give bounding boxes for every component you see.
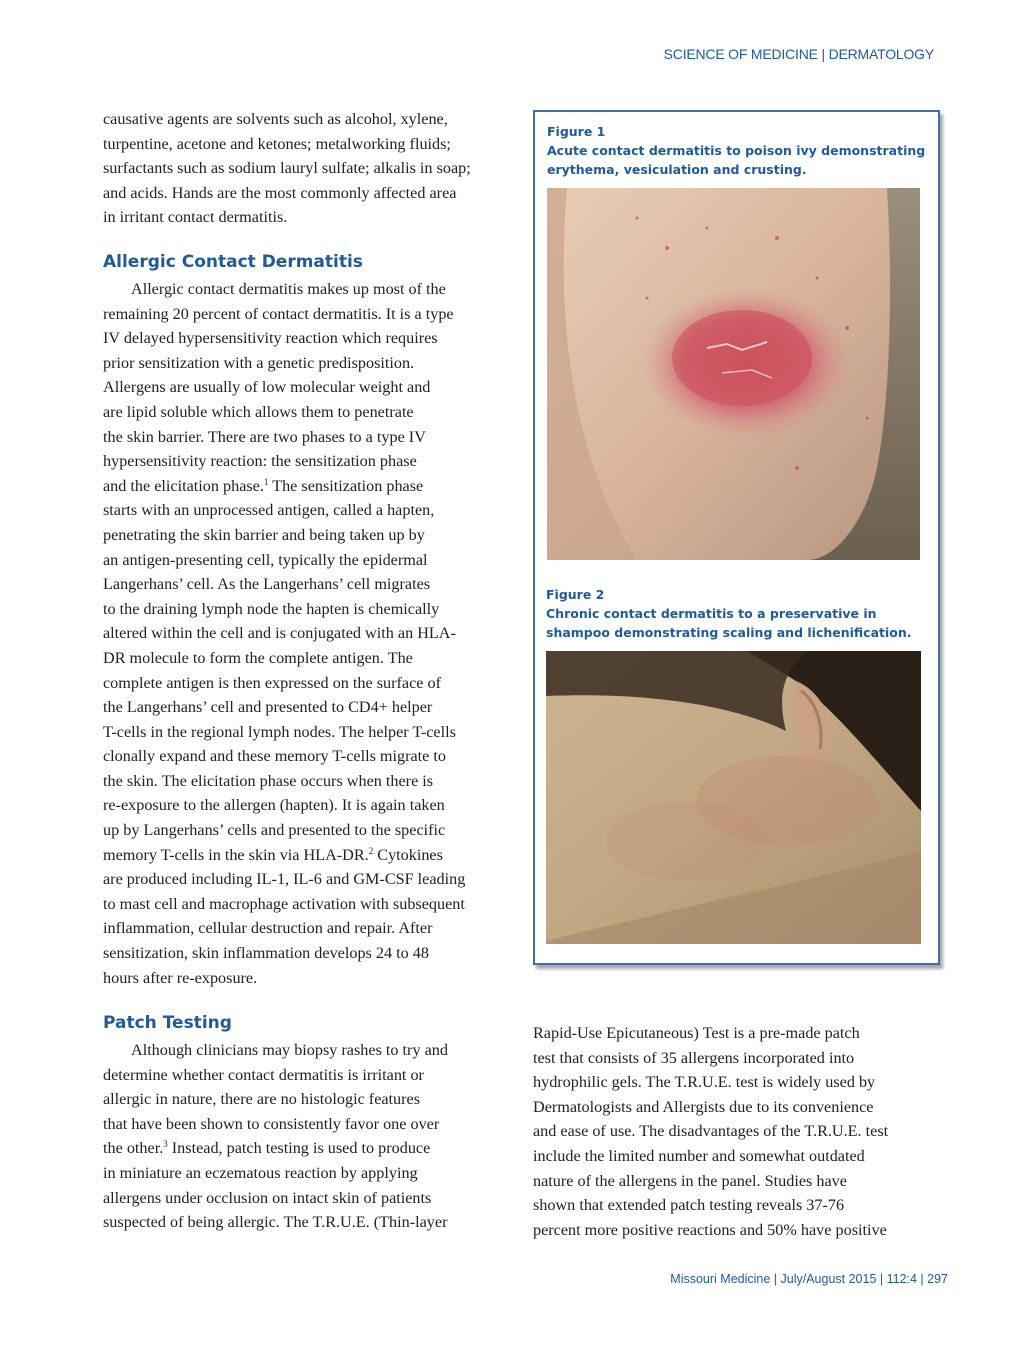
- text-segment: and the elicitation phase.: [103, 476, 264, 495]
- text-line: starts with an unprocessed antigen, called a hapten,: [103, 501, 435, 520]
- figure-2-caption: [546, 585, 912, 642]
- text-line: are lipid soluble which allows them to penetrate: [103, 402, 414, 421]
- text-line: the Langerhans’ cell and presented to CD4+ helper: [103, 698, 433, 717]
- text-line: percent more positive reactions and 50% have positive: [533, 1220, 887, 1239]
- figure-1-caption-line: erythema, vesiculation and crusting.: [547, 162, 807, 177]
- text-line: sensitization, skin inflammation develops 24 to 48: [103, 944, 429, 963]
- section-heading-patch-testing: Patch Testing: [103, 1013, 232, 1033]
- text-line: allergic in nature, there are no histologic features: [103, 1090, 421, 1109]
- figure-2-photo: [546, 651, 921, 944]
- figure-1-caption: [547, 122, 925, 179]
- figure-1-photo: [547, 188, 920, 560]
- text-line: allergens under occlusion on intact skin of patients: [103, 1188, 432, 1207]
- text-line: inflammation, cellular destruction and repair. After: [103, 919, 433, 938]
- text-line: shown that extended patch testing reveals 37-76: [533, 1196, 845, 1215]
- reference-marker: 3: [163, 1139, 168, 1150]
- text-line: test that consists of 35 allergens incorporated into: [533, 1048, 855, 1067]
- text-line: surfactants such as sodium lauryl sulfate; alkalis in soap;: [103, 159, 471, 178]
- text-line: in miniature an eczematous reaction by applying: [103, 1163, 418, 1182]
- text-line: an antigen-presenting cell, typically the epidermal: [103, 550, 428, 569]
- text-line: [103, 1136, 515, 1161]
- figure-1-caption-line: Acute contact dermatitis to poison ivy demonstrating: [547, 143, 926, 158]
- text-line: re-exposure to the allergen (hapten). It is again taken: [103, 796, 445, 815]
- text-line: [103, 474, 515, 499]
- text-line: and ease of use. The disadvantages of the T.R.U.E. test: [533, 1122, 889, 1141]
- text-line: Allergic contact dermatitis makes up most of the: [131, 280, 446, 298]
- text-line: the skin barrier. There are two phases to a type IV: [103, 427, 426, 446]
- text-line: T-cells in the regional lymph nodes. The helper T-cells: [103, 722, 456, 741]
- patch-paragraph: [103, 1038, 515, 1235]
- reference-marker: 2: [368, 845, 374, 856]
- figure-2-label: Figure 2: [546, 587, 605, 602]
- text-line: remaining 20 percent of contact dermatitis. It is a type: [103, 304, 454, 323]
- text-line: prior sensitization with a genetic predisposition.: [103, 353, 415, 372]
- text-line: DR molecule to form the complete antigen. The: [103, 648, 413, 667]
- text-line: that have been shown to consistently favor one over: [103, 1114, 440, 1133]
- text-line: clonally expand and these memory T-cells migrate to: [103, 747, 446, 766]
- reference-marker: 1: [263, 476, 269, 487]
- text-line: include the limited number and somewhat outdated: [533, 1146, 865, 1165]
- text-segment: Cytokines: [373, 845, 443, 864]
- text-line: penetrating the skin barrier and being taken up by: [103, 525, 425, 544]
- intro-paragraph: [103, 107, 515, 230]
- text-line: nature of the allergens in the panel. Studies have: [533, 1171, 847, 1190]
- text-line: Allergens are usually of low molecular weight and: [103, 378, 431, 397]
- text-segment: The sensitization phase: [268, 476, 424, 495]
- figure-2-caption-line: Chronic contact dermatitis to a preservative in: [546, 606, 877, 621]
- text-line: hydrophilic gels. The T.R.U.E. test is widely used by: [533, 1073, 876, 1092]
- text-line: to the draining lymph node the hapten is chemically: [103, 599, 440, 618]
- text-line: are produced including IL-1, IL-6 and GM-CSF leading: [103, 870, 466, 889]
- section-heading-allergic: Allergic Contact Dermatitis: [103, 252, 363, 272]
- text-line: determine whether contact dermatitis is irritant or: [103, 1065, 424, 1084]
- text-segment: the other.: [103, 1139, 164, 1158]
- text-line: complete antigen is then expressed on the surface of: [103, 673, 442, 692]
- text-line: suspected of being allergic. The T.R.U.E. (Thin-layer: [103, 1213, 448, 1232]
- neck-rash-image: [546, 651, 921, 944]
- text-line: hours after re-exposure.: [103, 968, 258, 987]
- skin-rash-image: [547, 188, 920, 560]
- text-line: in irritant contact dermatitis.: [103, 208, 288, 227]
- right-column-text: [533, 1021, 945, 1242]
- text-line: [103, 843, 515, 868]
- text-line: Rapid-Use Epicutaneous) Test is a pre-made patch: [533, 1024, 860, 1042]
- running-header: SCIENCE OF MEDICINE | DERMATOLOGY: [663, 46, 934, 62]
- text-segment: Instead, patch testing is used to produce: [167, 1139, 431, 1158]
- text-line: altered within the cell and is conjugated with an HLA-: [103, 624, 456, 643]
- text-line: Although clinicians may biopsy rashes to try and: [131, 1041, 448, 1059]
- allergic-paragraph: [103, 277, 515, 990]
- figure-2-caption-line: shampoo demonstrating scaling and lichenification.: [546, 625, 912, 640]
- text-line: to mast cell and macrophage activation with subsequent: [103, 894, 465, 913]
- text-line: the skin. The elicitation phase occurs when there is: [103, 771, 434, 790]
- text-line: hypersensitivity reaction: the sensitization phase: [103, 452, 417, 471]
- text-line: causative agents are solvents such as alcohol, xylene,: [103, 110, 448, 128]
- text-line: turpentine, acetone and ketones; metalworking fluids;: [103, 134, 451, 153]
- text-line: and acids. Hands are the most commonly affected area: [103, 183, 457, 202]
- text-line: Dermatologists and Allergists due to its convenience: [533, 1097, 874, 1116]
- text-line: Langerhans’ cell. As the Langerhans’ cell migrates: [103, 575, 431, 594]
- text-line: up by Langerhans’ cells and presented to the specific: [103, 821, 446, 840]
- page-footer: Missouri Medicine | July/August 2015 | 112:4 | 297: [670, 1272, 948, 1286]
- figure-1-label: Figure 1: [547, 124, 606, 139]
- text-segment: memory T-cells in the skin via HLA-DR.: [103, 845, 369, 864]
- text-line: IV delayed hypersensitivity reaction which requires: [103, 329, 438, 348]
